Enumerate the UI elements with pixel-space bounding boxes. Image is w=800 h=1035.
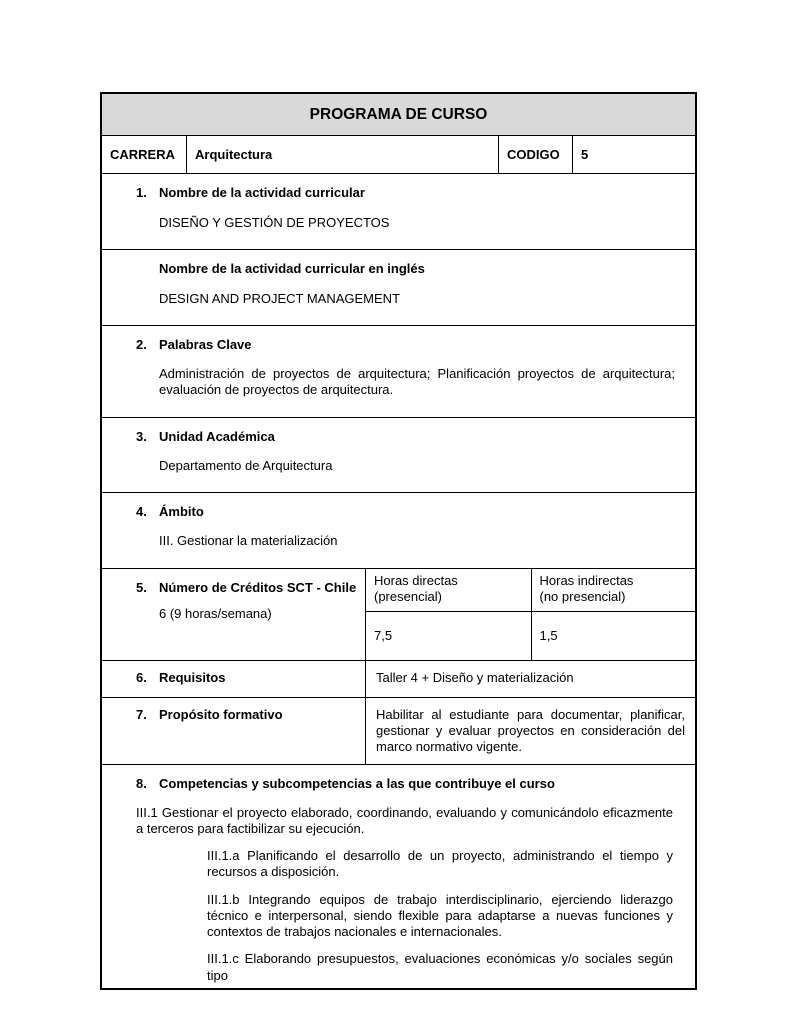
section-title-text: Competencias y subcompetencias a las que contribuye el curso [159,776,555,792]
section-ambito-title [102,504,685,520]
document-title: PROGRAMA DE CURSO [102,94,695,135]
section-nombre-ingles [102,249,695,325]
subcompetencia-item: III.1.a Planificando el desarrollo de un proyecto, administrando el tiempo y recursos a disposición. [207,848,673,880]
codigo-value: 5 [572,136,695,173]
hours-indirectas-value: 1,5 [531,612,696,660]
section-ambito-body: III. Gestionar la materialización [159,533,338,549]
section-unidad-body: Departamento de Arquitectura [159,457,333,473]
section-palabras-body: Administración de proyectos de arquitectura; Planificación proyectos de arquitectura; evaluación de proyectos de arquitectura. [159,366,675,398]
requisitos-label-cell [102,661,365,697]
creditos-hours-subtable [365,569,695,660]
section-requisitos [102,660,695,697]
section-palabras-clave [102,325,695,417]
subcompetencia-item: III.1.b Integrando equipos de trabajo interdisciplinario, ejerciendo liderazgo técnico e interpersonal, siendo flexible para adaptarse a nuevas funciones y contextos de trabajos nacionales e internacionales. [207,891,673,940]
section-title-text: Propósito formativo [159,706,283,722]
section-title-text: Requisitos [159,669,226,685]
section-number: 1. [136,185,147,201]
creditos-left-cell [102,569,365,660]
hours-directas-header [366,569,531,611]
hours-value-row [366,612,695,660]
section-number: 4. [136,504,147,520]
creditos-body: 6 (9 horas/semana) [159,605,272,621]
section-requisitos-title [102,670,359,686]
section-nombre-title [102,185,685,201]
carrera-value: Arquitectura [186,136,498,173]
section-ambito [102,492,695,568]
section-unidad-title [102,429,685,445]
section-title-text: Ámbito [159,504,204,520]
section-title-text: Nombre de la actividad curricular [159,185,365,201]
section-proposito-title [102,707,359,723]
section-unidad-academica [102,417,695,493]
section-nombre-actividad [102,173,695,249]
section-number: 5. [136,579,147,595]
section-creditos [102,568,695,660]
section-competencias [102,764,695,988]
hours-header-row [366,569,695,612]
section-nombre-body: DISEÑO Y GESTIÓN DE PROYECTOS [159,214,390,230]
section-proposito [102,697,695,765]
hours-directas-line2: (presencial) [374,588,442,604]
hours-indirectas-line2: (no presencial) [539,588,626,604]
section-palabras-title [102,337,685,353]
hours-directas-value: 7,5 [374,627,393,643]
section-number: 2. [136,336,147,352]
carrera-label: CARRERA [110,146,175,162]
career-code-row [102,135,695,173]
section-number: 8. [136,776,147,792]
competencia-intro: III.1 Gestionar el proyecto elaborado, coordinando, evaluando y comunicándolo eficazmente a terceros para factibilizar su ejecución. [136,804,673,836]
section-ingles-title: Nombre de la actividad curricular en inglés [159,261,425,277]
section-number: 3. [136,428,147,444]
section-number: 6. [136,669,147,685]
section-title-text: Unidad Académica [159,428,275,444]
section-number: 7. [136,706,147,722]
section-creditos-title [102,580,359,596]
hours-directas-line1: Horas directas [374,572,458,588]
subcompetencia-item: III.1.c Elaborando presupuestos, evaluaciones económicas y/o sociales según tipo [207,951,673,983]
section-title-text: Palabras Clave [159,336,252,352]
codigo-label: CODIGO [498,136,572,173]
requisitos-value-cell: Taller 4 + Diseño y materialización [365,661,695,697]
course-program-table [100,92,697,990]
hours-indirectas-header [531,569,696,611]
section-title-text: Número de Créditos SCT - Chile [159,579,357,595]
proposito-value-cell: Habilitar al estudiante para documentar, planificar, gestionar y evaluar proyectos en consideración del marco normativo vigente. [365,698,695,765]
hours-indirectas-line1: Horas indirectas [539,572,634,588]
section-competencias-title [102,776,685,792]
proposito-label-cell [102,698,365,765]
section-ingles-body: DESIGN AND PROJECT MANAGEMENT [159,290,401,306]
